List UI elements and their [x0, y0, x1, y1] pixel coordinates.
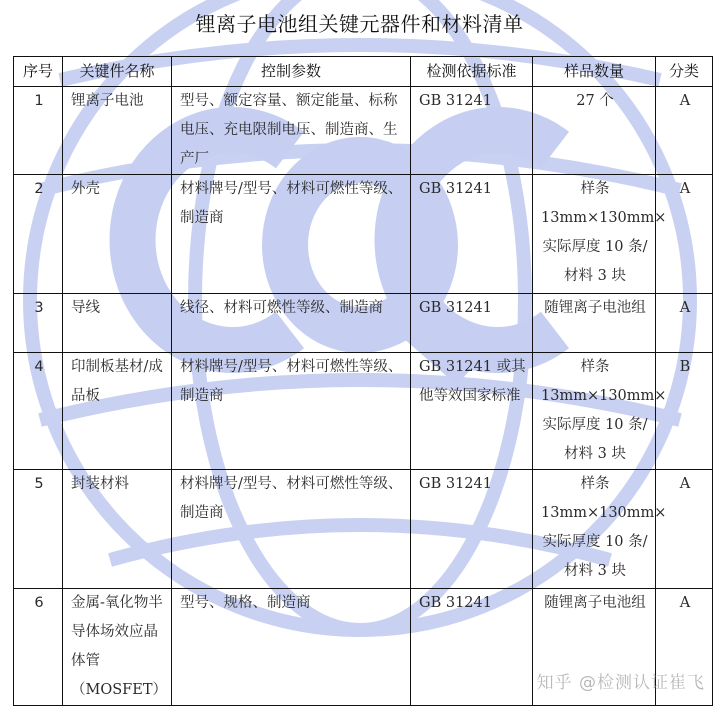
cell-category: A — [656, 294, 713, 353]
cell-category: A — [656, 87, 713, 175]
header-category: 分类 — [656, 57, 713, 87]
header-quantity: 样品数量 — [533, 57, 656, 87]
cell-quantity: 样条 13mm×130mm×实际厚度 10 条/材料 3 块 — [533, 470, 656, 589]
table-row — [14, 470, 713, 589]
cell-no: 4 — [14, 353, 63, 470]
cell-quantity: 随锂离子电池组 — [533, 589, 656, 706]
cell-category: B — [656, 353, 713, 470]
cell-quantity: 样条 13mm×130mm×实际厚度 10 条/材料 3 块 — [533, 175, 656, 294]
cell-standard: GB 31241 — [411, 87, 533, 175]
cell-name: 导线 — [63, 294, 172, 353]
cell-no: 3 — [14, 294, 63, 353]
cell-no: 5 — [14, 470, 63, 589]
cell-quantity: 样条 13mm×130mm×实际厚度 10 条/材料 3 块 — [533, 353, 656, 470]
cell-no: 2 — [14, 175, 63, 294]
cell-params: 材料牌号/型号、材料可燃性等级、制造商 — [172, 353, 411, 470]
cell-params: 型号、额定容量、额定能量、标称电压、充电限制电压、制造商、生产厂 — [172, 87, 411, 175]
cell-standard: GB 31241 或其他等效国家标准 — [411, 353, 533, 470]
cell-no: 6 — [14, 589, 63, 706]
header-params: 控制参数 — [172, 57, 411, 87]
cell-standard: GB 31241 — [411, 589, 533, 706]
cell-name: 印制板基材/成品板 — [63, 353, 172, 470]
cell-params: 型号、规格、制造商 — [172, 589, 411, 706]
header-no: 序号 — [14, 57, 63, 87]
cell-standard: GB 31241 — [411, 294, 533, 353]
table-row — [14, 175, 713, 294]
cell-params: 线径、材料可燃性等级、制造商 — [172, 294, 411, 353]
header-standard: 检测依据标准 — [411, 57, 533, 87]
table-row — [14, 294, 713, 353]
cell-params: 材料牌号/型号、材料可燃性等级、制造商 — [172, 175, 411, 294]
cell-quantity: 随锂离子电池组 — [533, 294, 656, 353]
cell-name: 金属-氧化物半导体场效应晶体管（MOSFET） — [63, 589, 172, 706]
cell-name: 封装材料 — [63, 470, 172, 589]
cell-name: 外壳 — [63, 175, 172, 294]
table-row — [14, 87, 713, 175]
key-components-table — [13, 56, 713, 706]
cell-category: A — [656, 589, 713, 706]
source-watermark: 知乎 @检测认证崔飞 — [536, 673, 705, 693]
cell-category: A — [656, 175, 713, 294]
cell-params: 材料牌号/型号、材料可燃性等级、制造商 — [172, 470, 411, 589]
cell-no: 1 — [14, 87, 63, 175]
cell-name: 锂离子电池 — [63, 87, 172, 175]
cell-standard: GB 31241 — [411, 470, 533, 589]
document-title: 锂离子电池组关键元器件和材料清单 — [195, 12, 524, 36]
header-name: 关键件名称 — [63, 57, 172, 87]
table-header-row — [14, 57, 713, 87]
table-row — [14, 353, 713, 470]
cell-category: A — [656, 470, 713, 589]
cell-quantity: 27 个 — [533, 87, 656, 175]
cell-standard: GB 31241 — [411, 175, 533, 294]
